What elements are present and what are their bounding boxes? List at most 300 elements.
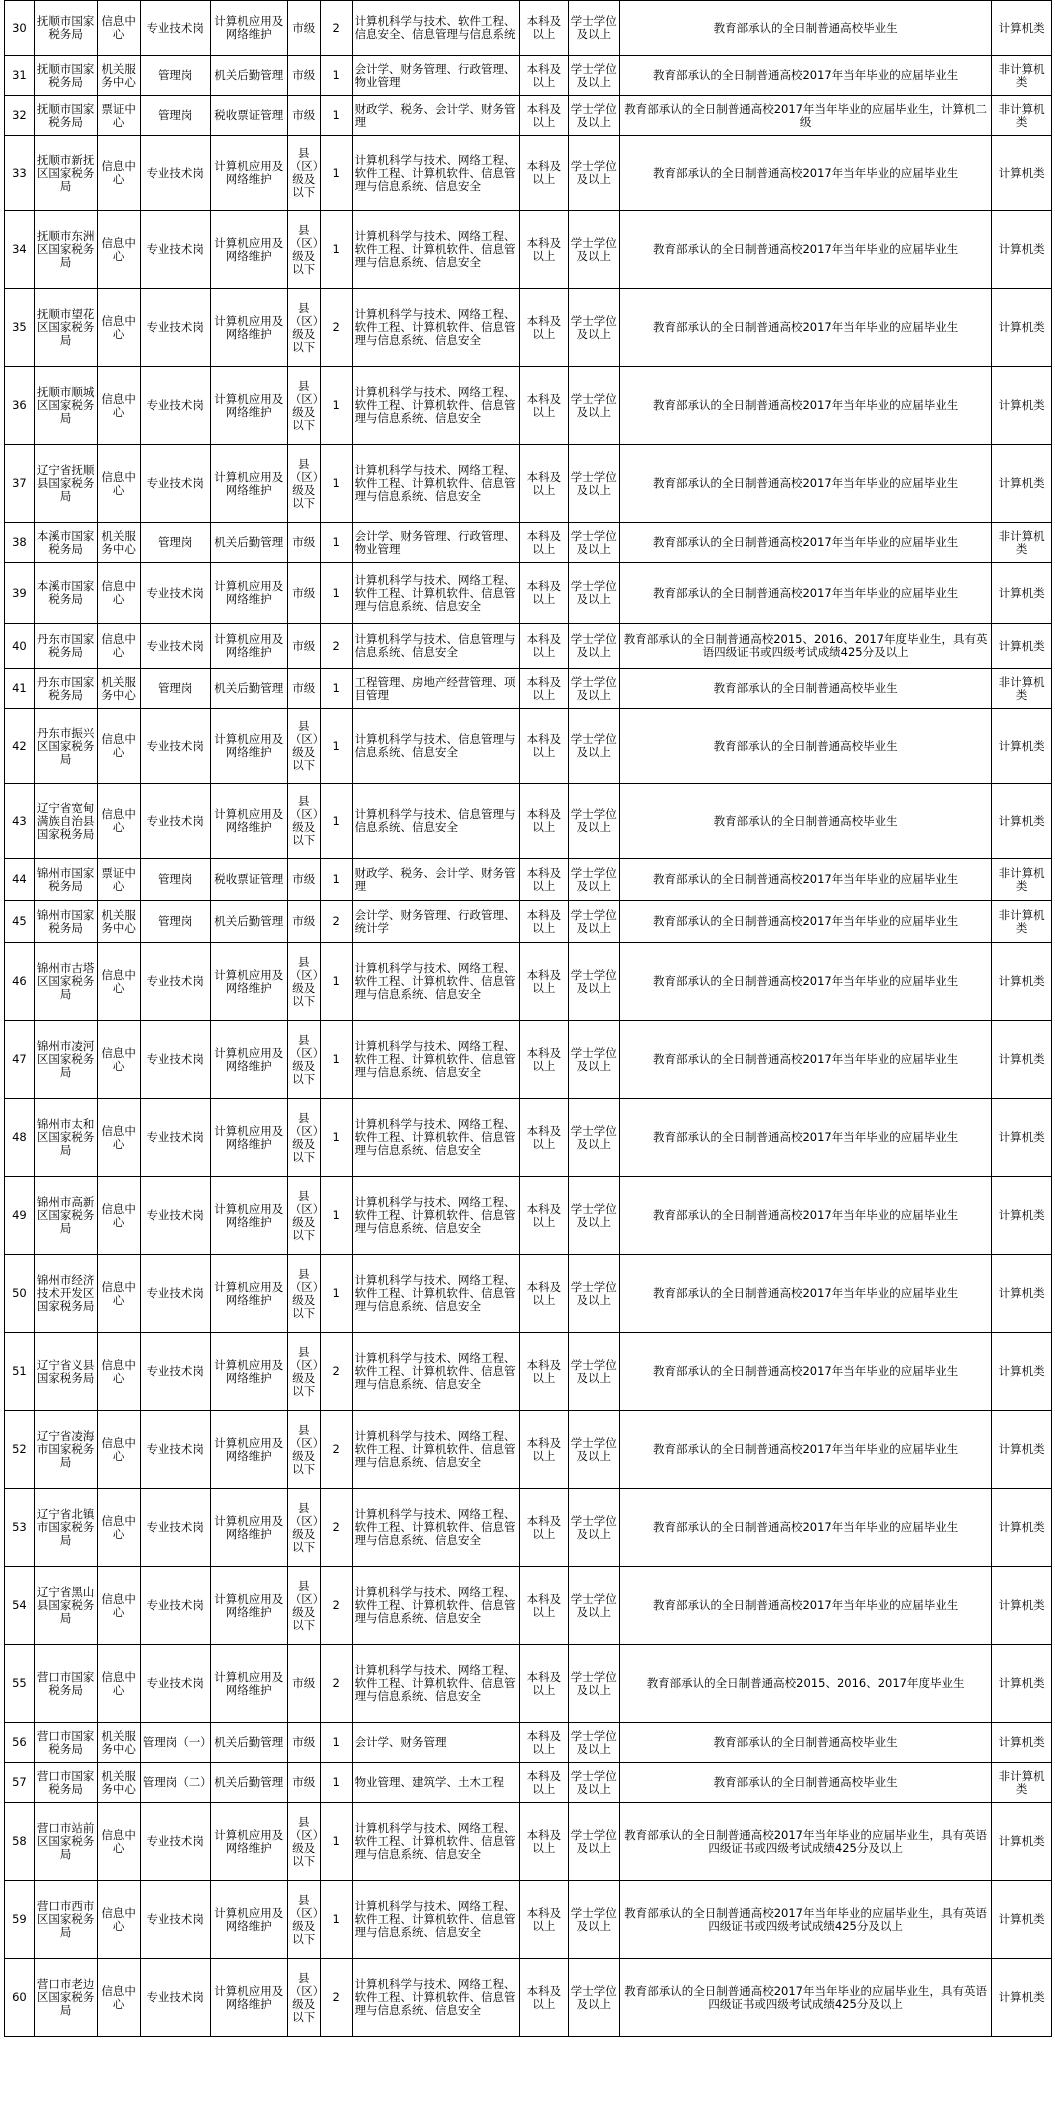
- job-title-cell: 计算机应用及网络维护: [210, 1177, 287, 1255]
- row-number-cell: 39: [5, 563, 35, 624]
- post-category-cell: 管理岗: [140, 56, 210, 96]
- exam-category-cell: 非计算机类: [992, 96, 1052, 136]
- hire-count-cell: 2: [320, 1333, 352, 1411]
- other-requirements-cell: 教育部承认的全日制普通高校2017年当年毕业的应届毕业生: [619, 136, 991, 211]
- degree-requirement-cell: 学士学位及以上: [568, 669, 619, 709]
- row-number-cell: 45: [5, 901, 35, 943]
- education-level-cell: 本科及以上: [520, 1021, 568, 1099]
- degree-requirement-cell: 学士学位及以上: [568, 1645, 619, 1723]
- education-level-cell: 本科及以上: [520, 901, 568, 943]
- major-requirement-cell: 计算机科学与技术、网络工程、软件工程、计算机软件、信息管理与信息系统、信息安全: [352, 1645, 520, 1723]
- hire-count-cell: 2: [320, 1567, 352, 1645]
- post-category-cell: 专业技术岗: [140, 1411, 210, 1489]
- degree-requirement-cell: 学士学位及以上: [568, 136, 619, 211]
- admin-level-cell: 县（区）级及以下: [287, 1099, 320, 1177]
- table-row: [5, 563, 1052, 624]
- exam-category-cell: 计算机类: [992, 367, 1052, 445]
- other-requirements-cell: 教育部承认的全日制普通高校毕业生: [619, 1723, 991, 1763]
- employer-name-cell: 锦州市国家税务局: [34, 901, 97, 943]
- employer-name-cell: 抚顺市国家税务局: [34, 96, 97, 136]
- department-cell: 机关服务中心: [97, 901, 140, 943]
- job-title-cell: 计算机应用及网络维护: [210, 1333, 287, 1411]
- major-requirement-cell: 计算机科学与技术、信息管理与信息系统、信息安全: [352, 624, 520, 669]
- admin-level-cell: 县（区）级及以下: [287, 1489, 320, 1567]
- table-row: [5, 669, 1052, 709]
- post-category-cell: 专业技术岗: [140, 289, 210, 367]
- other-requirements-cell: 教育部承认的全日制普通高校毕业生: [619, 1763, 991, 1803]
- education-level-cell: 本科及以上: [520, 1333, 568, 1411]
- hire-count-cell: 1: [320, 1021, 352, 1099]
- department-cell: 信息中心: [97, 136, 140, 211]
- department-cell: 信息中心: [97, 1881, 140, 1959]
- post-category-cell: 专业技术岗: [140, 1645, 210, 1723]
- row-number-cell: 38: [5, 523, 35, 563]
- job-title-cell: 计算机应用及网络维护: [210, 1255, 287, 1333]
- major-requirement-cell: 计算机科学与技术、信息管理与信息系统、信息安全: [352, 709, 520, 784]
- table-row: [5, 1, 1052, 56]
- education-level-cell: 本科及以上: [520, 784, 568, 859]
- department-cell: 信息中心: [97, 943, 140, 1021]
- job-title-cell: 计算机应用及网络维护: [210, 1, 287, 56]
- education-level-cell: 本科及以上: [520, 1255, 568, 1333]
- exam-category-cell: 非计算机类: [992, 901, 1052, 943]
- exam-category-cell: 计算机类: [992, 1, 1052, 56]
- post-category-cell: 管理岗（一）: [140, 1723, 210, 1763]
- degree-requirement-cell: 学士学位及以上: [568, 943, 619, 1021]
- employer-name-cell: 营口市老边区国家税务局: [34, 1959, 97, 2037]
- other-requirements-cell: 教育部承认的全日制普通高校2017年当年毕业的应届毕业生: [619, 56, 991, 96]
- major-requirement-cell: 计算机科学与技术、网络工程、软件工程、计算机软件、信息管理与信息系统、信息安全: [352, 1567, 520, 1645]
- department-cell: 信息中心: [97, 1099, 140, 1177]
- employer-name-cell: 抚顺市顺城区国家税务局: [34, 367, 97, 445]
- employer-name-cell: 营口市国家税务局: [34, 1763, 97, 1803]
- job-title-cell: 计算机应用及网络维护: [210, 624, 287, 669]
- degree-requirement-cell: 学士学位及以上: [568, 624, 619, 669]
- other-requirements-cell: 教育部承认的全日制普通高校2017年当年毕业的应届毕业生: [619, 367, 991, 445]
- employer-name-cell: 辽宁省凌海市国家税务局: [34, 1411, 97, 1489]
- major-requirement-cell: 计算机科学与技术、网络工程、软件工程、计算机软件、信息管理与信息系统、信息安全: [352, 211, 520, 289]
- major-requirement-cell: 计算机科学与技术、网络工程、软件工程、计算机软件、信息管理与信息系统、信息安全: [352, 563, 520, 624]
- admin-level-cell: 市级: [287, 563, 320, 624]
- exam-category-cell: 计算机类: [992, 1645, 1052, 1723]
- exam-category-cell: 计算机类: [992, 211, 1052, 289]
- employer-name-cell: 锦州市高新区国家税务局: [34, 1177, 97, 1255]
- table-row: [5, 1255, 1052, 1333]
- exam-category-cell: 非计算机类: [992, 1763, 1052, 1803]
- education-level-cell: 本科及以上: [520, 1723, 568, 1763]
- major-requirement-cell: 计算机科学与技术、网络工程、软件工程、计算机软件、信息管理与信息系统、信息安全: [352, 289, 520, 367]
- job-title-cell: 机关后勤管理: [210, 669, 287, 709]
- employer-name-cell: 抚顺市国家税务局: [34, 1, 97, 56]
- other-requirements-cell: 教育部承认的全日制普通高校2017年当年毕业的应届毕业生: [619, 1411, 991, 1489]
- exam-category-cell: 计算机类: [992, 445, 1052, 523]
- hire-count-cell: 1: [320, 445, 352, 523]
- row-number-cell: 51: [5, 1333, 35, 1411]
- row-number-cell: 34: [5, 211, 35, 289]
- department-cell: 信息中心: [97, 1021, 140, 1099]
- admin-level-cell: 县（区）级及以下: [287, 367, 320, 445]
- employer-name-cell: 营口市西市区国家税务局: [34, 1881, 97, 1959]
- table-row: [5, 1333, 1052, 1411]
- exam-category-cell: 计算机类: [992, 1099, 1052, 1177]
- exam-category-cell: 计算机类: [992, 1333, 1052, 1411]
- other-requirements-cell: 教育部承认的全日制普通高校2017年当年毕业的应届毕业生，具有英语四级证书或四级考试成绩425分及以上: [619, 1959, 991, 2037]
- degree-requirement-cell: 学士学位及以上: [568, 1, 619, 56]
- post-category-cell: 专业技术岗: [140, 367, 210, 445]
- recruitment-table: [4, 0, 1052, 2037]
- department-cell: 信息中心: [97, 1489, 140, 1567]
- table-row: [5, 56, 1052, 96]
- employer-name-cell: 辽宁省北镇市国家税务局: [34, 1489, 97, 1567]
- degree-requirement-cell: 学士学位及以上: [568, 1763, 619, 1803]
- row-number-cell: 35: [5, 289, 35, 367]
- admin-level-cell: 县（区）级及以下: [287, 1959, 320, 2037]
- post-category-cell: 专业技术岗: [140, 1803, 210, 1881]
- hire-count-cell: 1: [320, 96, 352, 136]
- hire-count-cell: 1: [320, 1099, 352, 1177]
- employer-name-cell: 辽宁省黑山县国家税务局: [34, 1567, 97, 1645]
- major-requirement-cell: 财政学、税务、会计学、财务管理: [352, 96, 520, 136]
- education-level-cell: 本科及以上: [520, 1645, 568, 1723]
- row-number-cell: 43: [5, 784, 35, 859]
- exam-category-cell: 计算机类: [992, 1255, 1052, 1333]
- education-level-cell: 本科及以上: [520, 624, 568, 669]
- row-number-cell: 40: [5, 624, 35, 669]
- job-title-cell: 计算机应用及网络维护: [210, 289, 287, 367]
- exam-category-cell: 计算机类: [992, 1723, 1052, 1763]
- job-title-cell: 机关后勤管理: [210, 1763, 287, 1803]
- degree-requirement-cell: 学士学位及以上: [568, 445, 619, 523]
- post-category-cell: 专业技术岗: [140, 445, 210, 523]
- table-row: [5, 1567, 1052, 1645]
- major-requirement-cell: 计算机科学与技术、网络工程、软件工程、计算机软件、信息管理与信息系统、信息安全: [352, 1255, 520, 1333]
- admin-level-cell: 县（区）级及以下: [287, 1333, 320, 1411]
- hire-count-cell: 1: [320, 136, 352, 211]
- education-level-cell: 本科及以上: [520, 136, 568, 211]
- table-row: [5, 901, 1052, 943]
- education-level-cell: 本科及以上: [520, 1177, 568, 1255]
- admin-level-cell: 市级: [287, 1723, 320, 1763]
- employer-name-cell: 锦州市国家税务局: [34, 859, 97, 901]
- hire-count-cell: 1: [320, 943, 352, 1021]
- exam-category-cell: 计算机类: [992, 624, 1052, 669]
- post-category-cell: 专业技术岗: [140, 1489, 210, 1567]
- job-title-cell: 计算机应用及网络维护: [210, 943, 287, 1021]
- admin-level-cell: 县（区）级及以下: [287, 1177, 320, 1255]
- row-number-cell: 57: [5, 1763, 35, 1803]
- table-row: [5, 1881, 1052, 1959]
- admin-level-cell: 市级: [287, 1763, 320, 1803]
- job-title-cell: 机关后勤管理: [210, 901, 287, 943]
- department-cell: 信息中心: [97, 1255, 140, 1333]
- table-row: [5, 1177, 1052, 1255]
- row-number-cell: 41: [5, 669, 35, 709]
- education-level-cell: 本科及以上: [520, 289, 568, 367]
- exam-category-cell: 计算机类: [992, 1411, 1052, 1489]
- post-category-cell: 专业技术岗: [140, 1255, 210, 1333]
- hire-count-cell: 1: [320, 56, 352, 96]
- major-requirement-cell: 计算机科学与技术、网络工程、软件工程、计算机软件、信息管理与信息系统、信息安全: [352, 1411, 520, 1489]
- education-level-cell: 本科及以上: [520, 367, 568, 445]
- exam-category-cell: 计算机类: [992, 1959, 1052, 2037]
- employer-name-cell: 丹东市国家税务局: [34, 669, 97, 709]
- row-number-cell: 60: [5, 1959, 35, 2037]
- major-requirement-cell: 计算机科学与技术、网络工程、软件工程、计算机软件、信息管理与信息系统、信息安全: [352, 367, 520, 445]
- hire-count-cell: 1: [320, 523, 352, 563]
- admin-level-cell: 县（区）级及以下: [287, 1881, 320, 1959]
- row-number-cell: 50: [5, 1255, 35, 1333]
- major-requirement-cell: 计算机科学与技术、网络工程、软件工程、计算机软件、信息管理与信息系统、信息安全: [352, 445, 520, 523]
- department-cell: 信息中心: [97, 211, 140, 289]
- other-requirements-cell: 教育部承认的全日制普通高校2017年当年毕业的应届毕业生: [619, 1255, 991, 1333]
- degree-requirement-cell: 学士学位及以上: [568, 1021, 619, 1099]
- hire-count-cell: 1: [320, 669, 352, 709]
- other-requirements-cell: 教育部承认的全日制普通高校2017年当年毕业的应届毕业生，计算机二级: [619, 96, 991, 136]
- post-category-cell: 管理岗（二）: [140, 1763, 210, 1803]
- admin-level-cell: 市级: [287, 901, 320, 943]
- admin-level-cell: 县（区）级及以下: [287, 1803, 320, 1881]
- major-requirement-cell: 物业管理、建筑学、土木工程: [352, 1763, 520, 1803]
- admin-level-cell: 县（区）级及以下: [287, 709, 320, 784]
- degree-requirement-cell: 学士学位及以上: [568, 1255, 619, 1333]
- hire-count-cell: 1: [320, 1881, 352, 1959]
- post-category-cell: 管理岗: [140, 669, 210, 709]
- other-requirements-cell: 教育部承认的全日制普通高校2017年当年毕业的应届毕业生: [619, 445, 991, 523]
- job-title-cell: 计算机应用及网络维护: [210, 1645, 287, 1723]
- major-requirement-cell: 计算机科学与技术、网络工程、软件工程、计算机软件、信息管理与信息系统、信息安全: [352, 1177, 520, 1255]
- other-requirements-cell: 教育部承认的全日制普通高校毕业生: [619, 709, 991, 784]
- education-level-cell: 本科及以上: [520, 1803, 568, 1881]
- employer-name-cell: 锦州市太和区国家税务局: [34, 1099, 97, 1177]
- major-requirement-cell: 计算机科学与技术、信息管理与信息系统、信息安全: [352, 784, 520, 859]
- employer-name-cell: 辽宁省义县国家税务局: [34, 1333, 97, 1411]
- major-requirement-cell: 计算机科学与技术、网络工程、软件工程、计算机软件、信息管理与信息系统、信息安全: [352, 1803, 520, 1881]
- post-category-cell: 管理岗: [140, 523, 210, 563]
- job-title-cell: 计算机应用及网络维护: [210, 1489, 287, 1567]
- job-title-cell: 计算机应用及网络维护: [210, 1881, 287, 1959]
- exam-category-cell: 计算机类: [992, 1567, 1052, 1645]
- department-cell: 信息中心: [97, 1645, 140, 1723]
- employer-name-cell: 锦州市凌河区国家税务局: [34, 1021, 97, 1099]
- education-level-cell: 本科及以上: [520, 563, 568, 624]
- admin-level-cell: 市级: [287, 1645, 320, 1723]
- degree-requirement-cell: 学士学位及以上: [568, 1333, 619, 1411]
- major-requirement-cell: 会计学、财务管理: [352, 1723, 520, 1763]
- post-category-cell: 专业技术岗: [140, 1099, 210, 1177]
- other-requirements-cell: 教育部承认的全日制普通高校2017年当年毕业的应届毕业生: [619, 1567, 991, 1645]
- hire-count-cell: 2: [320, 1645, 352, 1723]
- table-row: [5, 709, 1052, 784]
- hire-count-cell: 1: [320, 1177, 352, 1255]
- major-requirement-cell: 财政学、税务、会计学、财务管理: [352, 859, 520, 901]
- degree-requirement-cell: 学士学位及以上: [568, 1881, 619, 1959]
- employer-name-cell: 本溪市国家税务局: [34, 523, 97, 563]
- row-number-cell: 36: [5, 367, 35, 445]
- other-requirements-cell: 教育部承认的全日制普通高校毕业生: [619, 669, 991, 709]
- post-category-cell: 专业技术岗: [140, 211, 210, 289]
- department-cell: 机关服务中心: [97, 1723, 140, 1763]
- education-level-cell: 本科及以上: [520, 1489, 568, 1567]
- department-cell: 票证中心: [97, 859, 140, 901]
- department-cell: 信息中心: [97, 367, 140, 445]
- row-number-cell: 42: [5, 709, 35, 784]
- row-number-cell: 31: [5, 56, 35, 96]
- degree-requirement-cell: 学士学位及以上: [568, 1723, 619, 1763]
- degree-requirement-cell: 学士学位及以上: [568, 784, 619, 859]
- major-requirement-cell: 计算机科学与技术、网络工程、软件工程、计算机软件、信息管理与信息系统、信息安全: [352, 1333, 520, 1411]
- job-title-cell: 税收票证管理: [210, 96, 287, 136]
- employer-name-cell: 抚顺市东洲区国家税务局: [34, 211, 97, 289]
- exam-category-cell: 非计算机类: [992, 669, 1052, 709]
- hire-count-cell: 2: [320, 289, 352, 367]
- table-row: [5, 1763, 1052, 1803]
- post-category-cell: 专业技术岗: [140, 563, 210, 624]
- post-category-cell: 专业技术岗: [140, 784, 210, 859]
- admin-level-cell: 县（区）级及以下: [287, 1021, 320, 1099]
- other-requirements-cell: 教育部承认的全日制普通高校2017年当年毕业的应届毕业生，具有英语四级证书或四级考试成绩425分及以上: [619, 1803, 991, 1881]
- job-title-cell: 计算机应用及网络维护: [210, 1959, 287, 2037]
- education-level-cell: 本科及以上: [520, 1959, 568, 2037]
- department-cell: 机关服务中心: [97, 56, 140, 96]
- department-cell: 信息中心: [97, 563, 140, 624]
- admin-level-cell: 县（区）级及以下: [287, 289, 320, 367]
- post-category-cell: 管理岗: [140, 96, 210, 136]
- degree-requirement-cell: 学士学位及以上: [568, 901, 619, 943]
- post-category-cell: 专业技术岗: [140, 1177, 210, 1255]
- row-number-cell: 44: [5, 859, 35, 901]
- department-cell: 信息中心: [97, 1333, 140, 1411]
- education-level-cell: 本科及以上: [520, 709, 568, 784]
- exam-category-cell: 非计算机类: [992, 56, 1052, 96]
- employer-name-cell: 抚顺市新抚区国家税务局: [34, 136, 97, 211]
- other-requirements-cell: 教育部承认的全日制普通高校2017年当年毕业的应届毕业生: [619, 211, 991, 289]
- education-level-cell: 本科及以上: [520, 523, 568, 563]
- post-category-cell: 专业技术岗: [140, 1567, 210, 1645]
- education-level-cell: 本科及以上: [520, 56, 568, 96]
- department-cell: 信息中心: [97, 784, 140, 859]
- admin-level-cell: 市级: [287, 859, 320, 901]
- job-title-cell: 计算机应用及网络维护: [210, 1567, 287, 1645]
- other-requirements-cell: 教育部承认的全日制普通高校2017年当年毕业的应届毕业生: [619, 563, 991, 624]
- department-cell: 信息中心: [97, 1959, 140, 2037]
- exam-category-cell: 计算机类: [992, 563, 1052, 624]
- post-category-cell: 专业技术岗: [140, 136, 210, 211]
- employer-name-cell: 辽宁省宽甸满族自治县国家税务局: [34, 784, 97, 859]
- degree-requirement-cell: 学士学位及以上: [568, 1177, 619, 1255]
- job-title-cell: 机关后勤管理: [210, 1723, 287, 1763]
- table-row: [5, 943, 1052, 1021]
- row-number-cell: 48: [5, 1099, 35, 1177]
- major-requirement-cell: 工程管理、房地产经营管理、项目管理: [352, 669, 520, 709]
- hire-count-cell: 1: [320, 859, 352, 901]
- admin-level-cell: 县（区）级及以下: [287, 1255, 320, 1333]
- major-requirement-cell: 计算机科学与技术、网络工程、软件工程、计算机软件、信息管理与信息系统、信息安全: [352, 1099, 520, 1177]
- exam-category-cell: 计算机类: [992, 943, 1052, 1021]
- other-requirements-cell: 教育部承认的全日制普通高校2017年当年毕业的应届毕业生，具有英语四级证书或四级考试成绩425分及以上: [619, 1881, 991, 1959]
- post-category-cell: 专业技术岗: [140, 1333, 210, 1411]
- table-row: [5, 859, 1052, 901]
- major-requirement-cell: 会计学、财务管理、行政管理、物业管理: [352, 56, 520, 96]
- education-level-cell: 本科及以上: [520, 1, 568, 56]
- education-level-cell: 本科及以上: [520, 859, 568, 901]
- table-row: [5, 784, 1052, 859]
- employer-name-cell: 锦州市经济技术开发区国家税务局: [34, 1255, 97, 1333]
- table-row: [5, 1021, 1052, 1099]
- employer-name-cell: 抚顺市望花区国家税务局: [34, 289, 97, 367]
- hire-count-cell: 1: [320, 367, 352, 445]
- row-number-cell: 47: [5, 1021, 35, 1099]
- hire-count-cell: 2: [320, 901, 352, 943]
- admin-level-cell: 市级: [287, 56, 320, 96]
- department-cell: 信息中心: [97, 1567, 140, 1645]
- post-category-cell: 专业技术岗: [140, 709, 210, 784]
- job-title-cell: 计算机应用及网络维护: [210, 136, 287, 211]
- admin-level-cell: 县（区）级及以下: [287, 136, 320, 211]
- post-category-cell: 专业技术岗: [140, 1021, 210, 1099]
- department-cell: 机关服务中心: [97, 1763, 140, 1803]
- job-title-cell: 机关后勤管理: [210, 56, 287, 96]
- education-level-cell: 本科及以上: [520, 1881, 568, 1959]
- hire-count-cell: 1: [320, 211, 352, 289]
- exam-category-cell: 计算机类: [992, 709, 1052, 784]
- degree-requirement-cell: 学士学位及以上: [568, 96, 619, 136]
- hire-count-cell: 2: [320, 1411, 352, 1489]
- table-row: [5, 96, 1052, 136]
- education-level-cell: 本科及以上: [520, 211, 568, 289]
- department-cell: 信息中心: [97, 289, 140, 367]
- table-row: [5, 211, 1052, 289]
- exam-category-cell: 计算机类: [992, 1803, 1052, 1881]
- post-category-cell: 专业技术岗: [140, 1959, 210, 2037]
- employer-name-cell: 丹东市振兴区国家税务局: [34, 709, 97, 784]
- degree-requirement-cell: 学士学位及以上: [568, 1959, 619, 2037]
- exam-category-cell: 计算机类: [992, 1489, 1052, 1567]
- table-row: [5, 1411, 1052, 1489]
- post-category-cell: 管理岗: [140, 901, 210, 943]
- job-title-cell: 计算机应用及网络维护: [210, 1099, 287, 1177]
- post-category-cell: 管理岗: [140, 859, 210, 901]
- degree-requirement-cell: 学士学位及以上: [568, 1567, 619, 1645]
- department-cell: 信息中心: [97, 624, 140, 669]
- degree-requirement-cell: 学士学位及以上: [568, 367, 619, 445]
- other-requirements-cell: 教育部承认的全日制普通高校毕业生: [619, 784, 991, 859]
- row-number-cell: 55: [5, 1645, 35, 1723]
- major-requirement-cell: 会计学、财务管理、行政管理、统计学: [352, 901, 520, 943]
- post-category-cell: 专业技术岗: [140, 943, 210, 1021]
- hire-count-cell: 2: [320, 1959, 352, 2037]
- exam-category-cell: 非计算机类: [992, 859, 1052, 901]
- table-row: [5, 289, 1052, 367]
- department-cell: 信息中心: [97, 1803, 140, 1881]
- exam-category-cell: 非计算机类: [992, 523, 1052, 563]
- admin-level-cell: 县（区）级及以下: [287, 1567, 320, 1645]
- row-number-cell: 49: [5, 1177, 35, 1255]
- job-title-cell: 计算机应用及网络维护: [210, 784, 287, 859]
- table-row: [5, 624, 1052, 669]
- row-number-cell: 59: [5, 1881, 35, 1959]
- admin-level-cell: 县（区）级及以下: [287, 445, 320, 523]
- table-row: [5, 367, 1052, 445]
- exam-category-cell: 计算机类: [992, 1021, 1052, 1099]
- other-requirements-cell: 教育部承认的全日制普通高校2015、2016、2017年度毕业生: [619, 1645, 991, 1723]
- degree-requirement-cell: 学士学位及以上: [568, 1803, 619, 1881]
- education-level-cell: 本科及以上: [520, 1567, 568, 1645]
- row-number-cell: 33: [5, 136, 35, 211]
- job-title-cell: 机关后勤管理: [210, 523, 287, 563]
- degree-requirement-cell: 学士学位及以上: [568, 1099, 619, 1177]
- other-requirements-cell: 教育部承认的全日制普通高校毕业生: [619, 1, 991, 56]
- exam-category-cell: 计算机类: [992, 289, 1052, 367]
